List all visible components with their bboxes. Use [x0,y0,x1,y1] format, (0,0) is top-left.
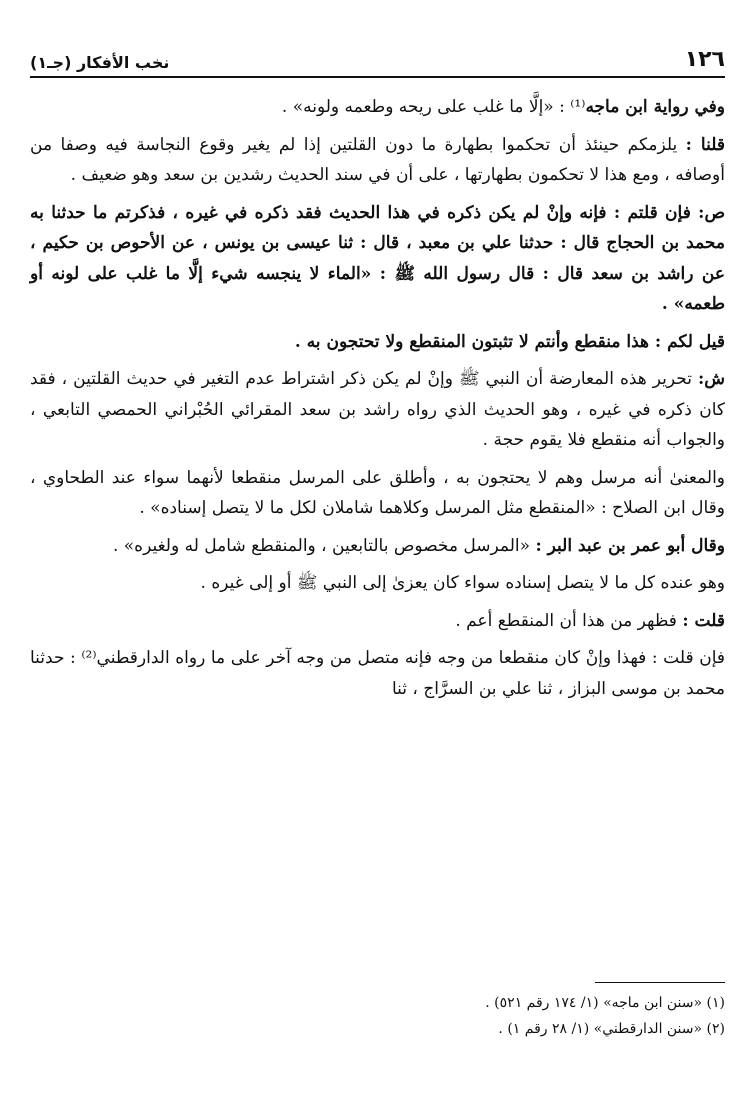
running-title: نخب الأفكار (جـ١) [30,53,170,72]
main-text [30,92,725,711]
paragraph [30,568,725,599]
paragraph-lead: قيل لكم : هذا منقطع وأنتم لا تثبتون المنقطع ولا تحتجون به . [294,331,725,352]
footnotes [30,990,725,1042]
paragraph-lead: وفي رواية ابن ماجه [585,97,725,117]
paragraph-body: تحرير هذه المعارضة أن النبي ﷺ وإنْ لم يكن ذكر اشتراط عدم التغير في حديث القلتين ، فقد كان ذكره في غيره ، وهو الحديث الذي رواه راشد بن سعد المقرائي الحُبْراني الحمصي التابعي ، والجواب أنه منقطع فلا يقوم حجة . [30,369,725,450]
page-number: ١٢٦ [684,47,725,72]
paragraph [30,364,725,456]
paragraph-lead: ش: [697,369,725,389]
paragraph [30,606,725,637]
footnote: (٢) «سنن الدارقطني» (١/ ٢٨ رقم ١) . [498,1021,725,1037]
paragraph [30,198,725,320]
paragraph [30,92,725,123]
paragraph [30,327,725,358]
page-header [30,38,725,78]
paragraph [30,643,725,704]
paragraph-lead: قلت : [682,610,725,631]
paragraph-body: فإن قلت : فهذا وإنْ كان منقطعا من وجه فإنه متصل من وجه آخر على ما رواه الدارقطني⁽²⁾ : حدثنا محمد بن موسى البزاز ، ثنا علي بن السرَّاج ، ثنا [30,648,725,699]
paragraph-body: «المرسل مخصوص بالتابعين ، والمنقطع شامل له ولغيره» . [112,535,536,556]
paragraph-body: ⁽¹⁾ : «إلَّا ما غلب على ريحه وطعمه ولونه» . [281,97,586,117]
footnote: (١) «سنن ابن ماجه» (١/ ١٧٤ رقم ٥٢١) . [485,995,725,1011]
paragraph-body: وهو عنده كل ما لا يتصل إسناده سواء كان يعزىٰ إلى النبي ﷺ أو إلى غيره . [200,573,725,593]
paragraph-body: والمعنىٰ أنه مرسل وهم لا يحتجون به ، وأطلق على المرسل منقطعا لأنهما سواء عند الطحاوي ، وقال ابن الصلاح : «المنقطع مثل المرسل وكلاهما شاملان لكل ما لا يتصل إسناده» . [30,467,725,518]
paragraph-body: فظهر من هذا أن المنقطع أعم . [455,610,683,631]
paragraph-lead: ص: فإن قلتم : فإنه وإنْ لم يكن ذكره في هذا الحديث فقد ذكره في غيره ، فذكرتم ما حدثنا به محمد بن الحجاج قال : حدثنا علي بن معبد ، قال : ثنا عيسى بن يونس ، عن الأحوص بن حكيم ، عن راشد بن سعد قال : قال رسول الله ﷺ : «الماء لا ينجسه شيء إلَّا ما غلب على لونه أو طعمه» . [30,202,725,314]
paragraph [30,463,725,524]
paragraph-body: يلزمكم حينئذ أن تحكموا بطهارة ما دون القلتين إذا لم يغير وقوع النجاسة فيه وصفا من أوصافه ، ومع هذا لا تحكمون بطهارتها ، على أن في سند الحديث رشدين بن سعد وهو ضعيف . [30,134,725,185]
paragraph-lead: وقال أبو عمر بن عبد البر : [535,535,725,556]
paragraph [30,130,725,191]
paragraph-lead: قلنا : [685,134,725,155]
paragraph [30,531,725,562]
footnote-divider [595,982,725,983]
